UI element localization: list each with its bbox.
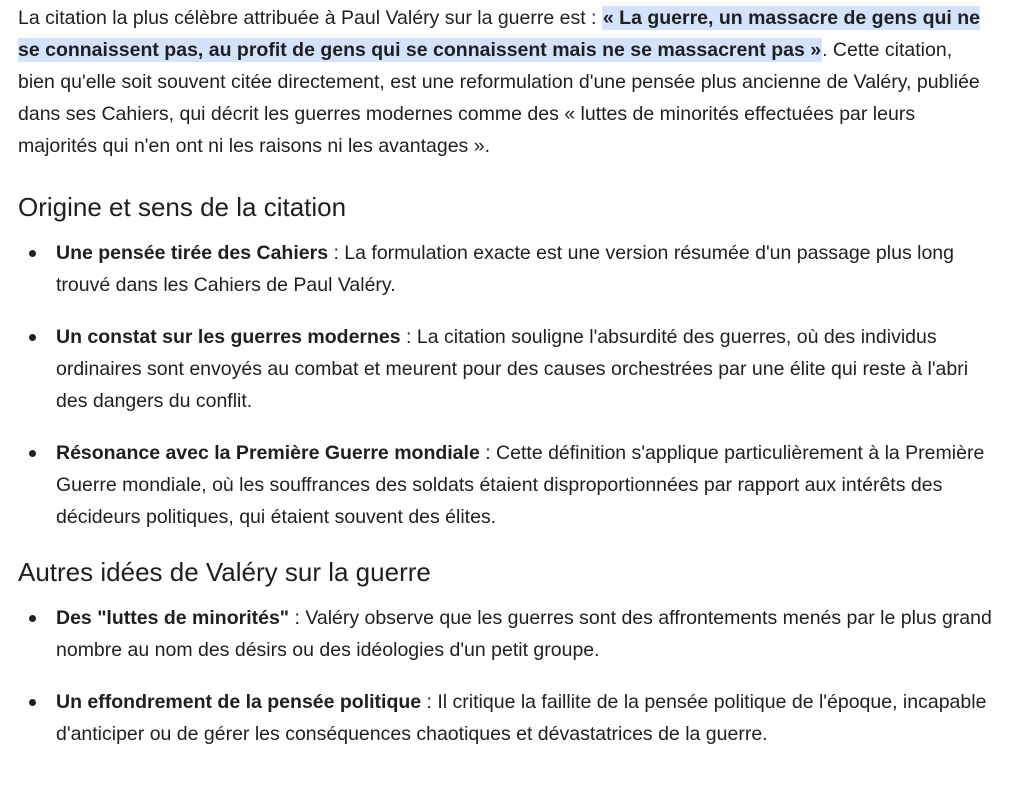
section-heading-origine: Origine et sens de la citation xyxy=(18,192,347,222)
list-item-text: : La formulation exacte est une version résumée d'un passage plus long trouvé dans les Cahiers de Paul Valéry. xyxy=(56,242,954,296)
list-item-term: Un effondrement de la pensée politique xyxy=(56,691,422,713)
intro-paragraph xyxy=(18,2,993,162)
bullet-icon xyxy=(29,615,36,622)
list-item-term: Une pensée tirée des Cahiers xyxy=(56,242,329,264)
bullet-icon xyxy=(29,334,36,341)
list-item xyxy=(18,321,993,417)
bullet-icon xyxy=(29,699,36,706)
bullet-icon xyxy=(29,250,36,257)
list-item-term: Des "luttes de minorités" xyxy=(56,607,290,629)
list-item xyxy=(18,437,993,533)
bullet-icon xyxy=(29,450,36,457)
list-item-text: : Il critique la faillite de la pensée politique de l'époque, incapable d'anticiper ou de gérer les conséquences chaotiques et dévastatrices de la guerre. xyxy=(56,691,987,745)
section-heading-autres: Autres idées de Valéry sur la guerre xyxy=(18,557,431,587)
list-item xyxy=(18,686,993,750)
highlighted-quote[interactable]: « La guerre, un massacre de gens qui ne se connaissent pas, au profit de gens qui se connaissent mais ne se massacrent pas » xyxy=(18,7,981,61)
list-item-text: : Valéry observe que les guerres sont des affrontements menés par le plus grand nombre au nom des désirs ou des idéologies d'un petit groupe. xyxy=(56,607,992,661)
list-item-text: : Cette définition s'applique particulièrement à la Première Guerre mondiale, où les souffrances des soldats étaient disproportionnées par rapport aux intérêts des décideurs politiques, qui étaient souvent des élites. xyxy=(56,442,985,528)
list-item-text: : La citation souligne l'absurdité des guerres, où des individus ordinaires sont envoyés au combat et meurent pour des causes orchestrées par une élite qui reste à l'abri des dangers du conflit. xyxy=(56,326,969,412)
list-item-term: Résonance avec la Première Guerre mondiale xyxy=(56,442,480,464)
bullet-list-origine xyxy=(18,237,993,533)
intro-text-before: La citation la plus célèbre attribuée à Paul Valéry sur la guerre est : xyxy=(18,7,602,29)
list-item xyxy=(18,237,993,301)
list-item-term: Un constat sur les guerres modernes xyxy=(56,326,401,348)
bullet-list-autres xyxy=(18,602,993,750)
list-item xyxy=(18,602,993,666)
intro-text-after: . Cette citation, bien qu'elle soit souvent citée directement, est une reformulation d'une pensée plus ancienne de Valéry, publiée dans ses Cahiers, qui décrit les guerres modernes comme des « luttes de minorités effectuées par leurs majorités qui n'en ont ni les raisons ni les avantages ». xyxy=(18,39,980,157)
